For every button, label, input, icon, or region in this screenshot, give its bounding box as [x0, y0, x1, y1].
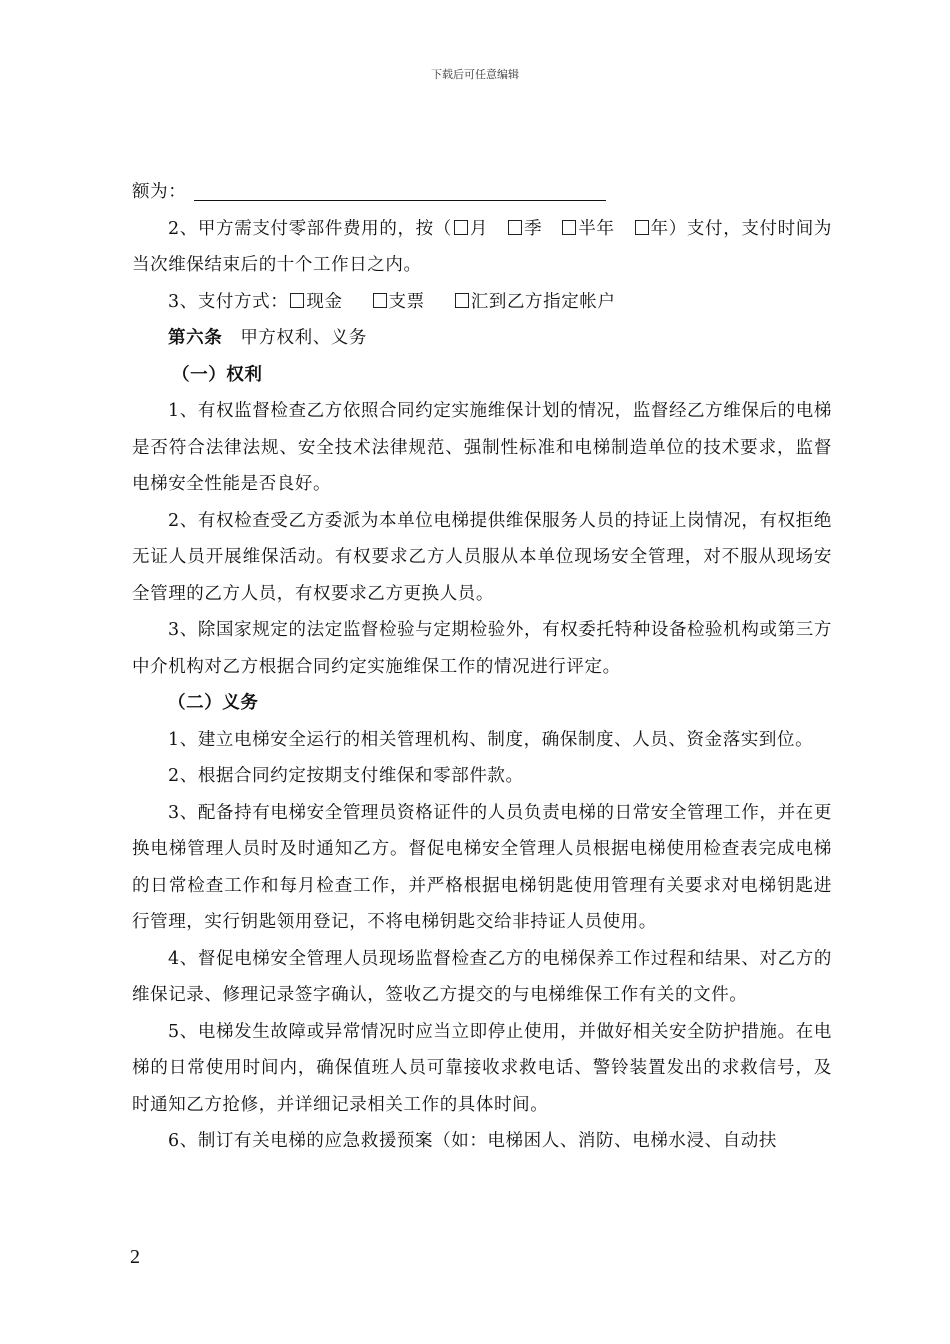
option-year-label: 年: [650, 218, 669, 239]
article-6-title: 甲方权利、义务: [240, 328, 368, 348]
option-check-label: 支票: [388, 291, 425, 312]
duties-item-1: 1、建立电梯安全运行的相关管理机构、制度，确保制度、人员、资金落实到位。: [168, 729, 814, 750]
article-6-number: 第六条: [168, 328, 223, 348]
payment-item-3-prefix: 3、支付方式：: [168, 291, 289, 312]
checkbox-quarter[interactable]: [508, 220, 522, 235]
checkbox-cash[interactable]: [290, 293, 304, 308]
option-quarter-label: 季: [524, 218, 543, 239]
amount-label: 额为：: [132, 182, 187, 202]
payment-item-2-suffix: ）支付，支付时间为当次维保结束后的十个工作日之内。: [132, 218, 833, 275]
checkbox-transfer[interactable]: [455, 293, 469, 308]
option-cash-label: 现金: [306, 291, 343, 312]
rights-item-3: 3、除国家规定的法定监督检验与定期检验外，有权委托特种设备检验机构或第三方中介机构对乙方根据合同约定实施维保工作的情况进行评定。: [132, 620, 832, 677]
duties-item-6: 6、制订有关电梯的应急救援预案（如：电梯困人、消防、电梯水浸、自动扶: [168, 1131, 778, 1151]
payment-item-2: [132, 211, 832, 284]
amount-blank-field: [194, 178, 606, 201]
checkbox-halfyear[interactable]: [562, 220, 576, 235]
article-6-heading: [132, 320, 832, 357]
duties-item-3: 3、配备持有电梯安全管理员资格证件的人员负责电梯的日常安全管理工作，并在更换电梯管理人员时及时通知乙方。督促电梯安全管理人员根据电梯使用检查表完成电梯的日常检查工作和每月检查工作，并严格根据电梯钥匙使用管理有关要求对电梯钥匙进行管理，实行钥匙领用登记，不将电梯钥匙交给非持证人员使用。: [132, 802, 832, 932]
document-body: [132, 174, 832, 1160]
duties-item-2: 2、根据合同约定按期支付维保和零部件款。: [168, 766, 524, 786]
duties-item-4: 4、督促电梯安全管理人员现场监督检查乙方的电梯保养工作过程和结果、对乙方的维保记录、修理记录签字确认，签收乙方提交的与电梯维保工作有关的文件。: [132, 948, 832, 1005]
payment-item-3: [132, 284, 832, 321]
checkbox-month[interactable]: [454, 220, 468, 235]
amount-line: [132, 174, 832, 211]
checkbox-check[interactable]: [373, 293, 387, 308]
page-number: 2: [130, 1246, 140, 1268]
payment-item-2-prefix: 2、甲方需支付零部件费用的，按（: [168, 218, 452, 239]
rights-item-2: 2、有权检查受乙方委派为本单位电梯提供维保服务人员的持证上岗情况，有权拒绝无证人员开展维保活动。有权要求乙方人员服从本单位现场安全管理，对不服从现场安全管理的乙方人员，有权要求乙方更换人员。: [132, 510, 832, 604]
duties-item-5: 5、电梯发生故障或异常情况时应当立即停止使用，并做好相关安全防护措施。在电梯的日常使用时间内，确保值班人员可靠接收求救电话、警铃装置发出的求救信号，及时通知乙方抢修，并详细记录相关工作的具体时间。: [132, 1021, 832, 1115]
option-transfer-label: 汇到乙方指定帐户: [470, 291, 616, 312]
duties-heading: （二）义务: [168, 693, 259, 713]
rights-item-1: 1、有权监督检查乙方依照合同约定实施维保计划的情况，监督经乙方维保后的电梯是否符合法律法规、安全技术法律规范、强制性标准和电梯制造单位的技术要求，监督电梯安全性能是否良好。: [132, 401, 832, 494]
checkbox-year[interactable]: [635, 220, 649, 235]
option-halfyear-label: 半年: [578, 218, 615, 239]
rights-heading: （一）权利: [172, 364, 263, 385]
option-month-label: 月: [469, 218, 489, 239]
header-note: 下载后可任意编辑: [431, 68, 519, 81]
